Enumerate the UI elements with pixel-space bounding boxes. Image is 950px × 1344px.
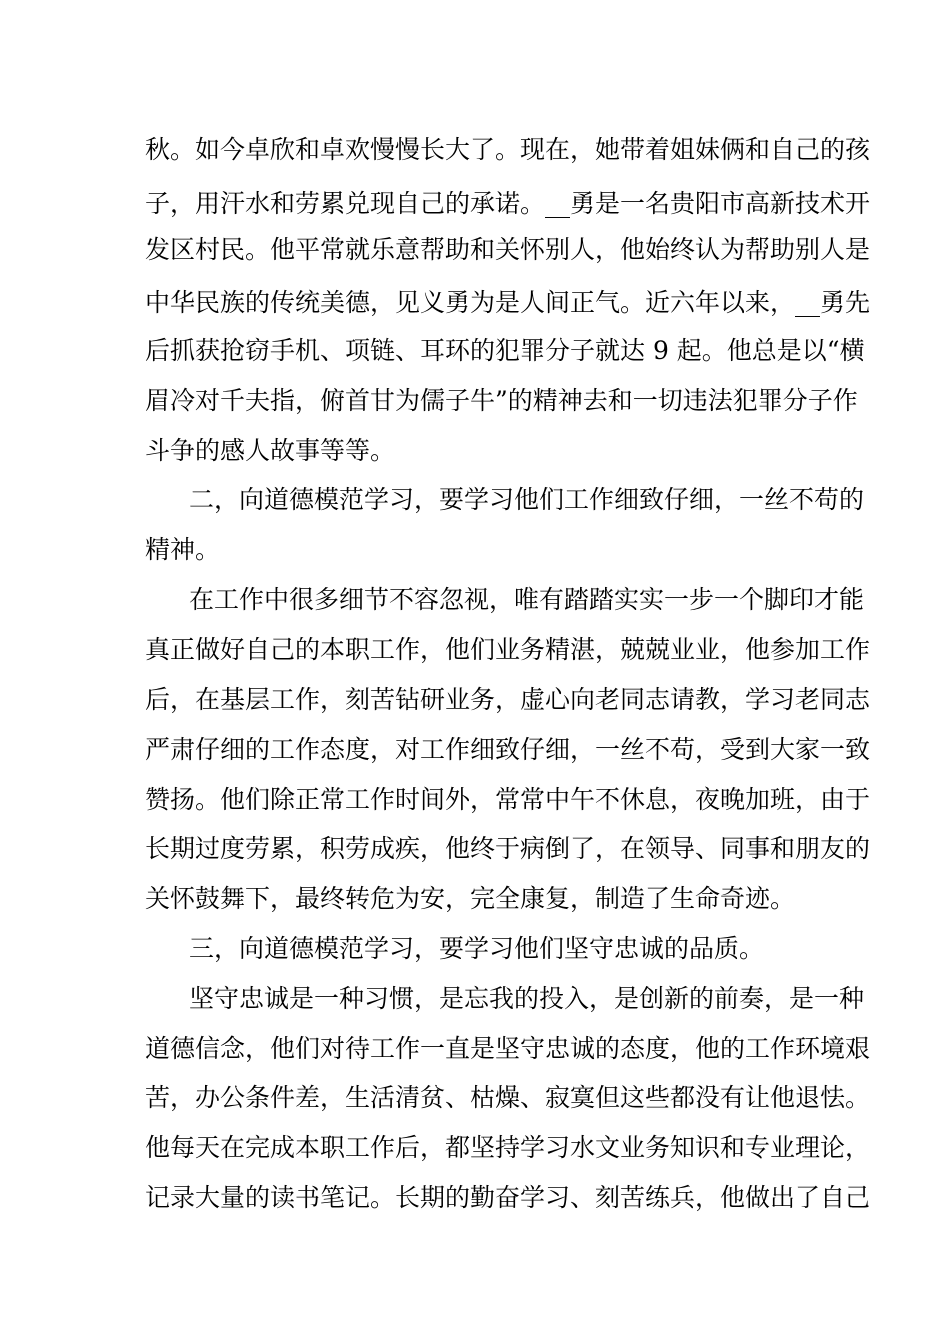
text-line: 秋。如今卓欣和卓欢慢慢长大了。现在，她带着姐妹俩和自己的孩 bbox=[145, 135, 871, 164]
text-line: 发区村民。他平常就乐意帮助和关怀别人，他始终认为帮助别人是 bbox=[145, 235, 871, 264]
text-line: 关怀鼓舞下，最终转危为安，完全康复，制造了生命奇迹。 bbox=[145, 884, 796, 913]
text-line: 眉冷对千夫指，俯首甘为儒子牛”的精神去和一切违法犯罪分子作 bbox=[145, 386, 858, 415]
text-line: 后，在基层工作，刻苦钻研业务，虚心向老同志请教，学习老同志 bbox=[145, 685, 871, 714]
text-line: 他每天在完成本职工作后，都坚持学习水文业务知识和专业理论， bbox=[145, 1133, 871, 1162]
text-line: 严肃仔细的工作态度，对工作细致仔细，一丝不苟，受到大家一致 bbox=[145, 735, 871, 764]
section-heading-continuation: 精神。 bbox=[145, 535, 221, 564]
text-line: 后抓获抢窃手机、项链、耳环的犯罪分子就达 9 起。他总是以“横 bbox=[145, 336, 865, 365]
text-line: 中华民族的传统美德，见义勇为是人间正气。近六年以来，__勇先 bbox=[145, 288, 871, 317]
text-line: 道德信念，他们对待工作一直是坚守忠诚的态度，他的工作环境艰 bbox=[145, 1034, 871, 1063]
paragraph-first-line: 坚守忠诚是一种习惯，是忘我的投入，是创新的前奏，是一种 bbox=[189, 984, 865, 1013]
text-line: 苦，办公条件差，生活清贫、枯燥、寂寞但这些都没有让他退怯。 bbox=[145, 1083, 871, 1112]
text-line: 真正做好自己的本职工作，他们业务精湛，兢兢业业，他参加工作 bbox=[145, 635, 871, 664]
text-line: 斗争的感人故事等等。 bbox=[145, 436, 396, 465]
text-line: 长期过度劳累，积劳成疾，他终于病倒了，在领导、同事和朋友的 bbox=[145, 834, 871, 863]
paragraph-first-line: 在工作中很多细节不容忽视，唯有踏踏实实一步一个脚印才能 bbox=[189, 585, 865, 614]
text-line: 记录大量的读书笔记。长期的勤奋学习、刻苦练兵，他做出了自己 bbox=[145, 1183, 871, 1212]
text-line: 子，用汗水和劳累兑现自己的承诺。__勇是一名贵阳市高新技术开 bbox=[145, 189, 871, 218]
text-line: 赞扬。他们除正常工作时间外，常常中午不休息，夜晚加班，由于 bbox=[145, 785, 871, 814]
section-heading: 二，向道德模范学习，要学习他们工作细致仔细，一丝不苟的 bbox=[189, 485, 865, 514]
section-heading: 三，向道德模范学习，要学习他们坚守忠诚的品质。 bbox=[189, 934, 765, 963]
